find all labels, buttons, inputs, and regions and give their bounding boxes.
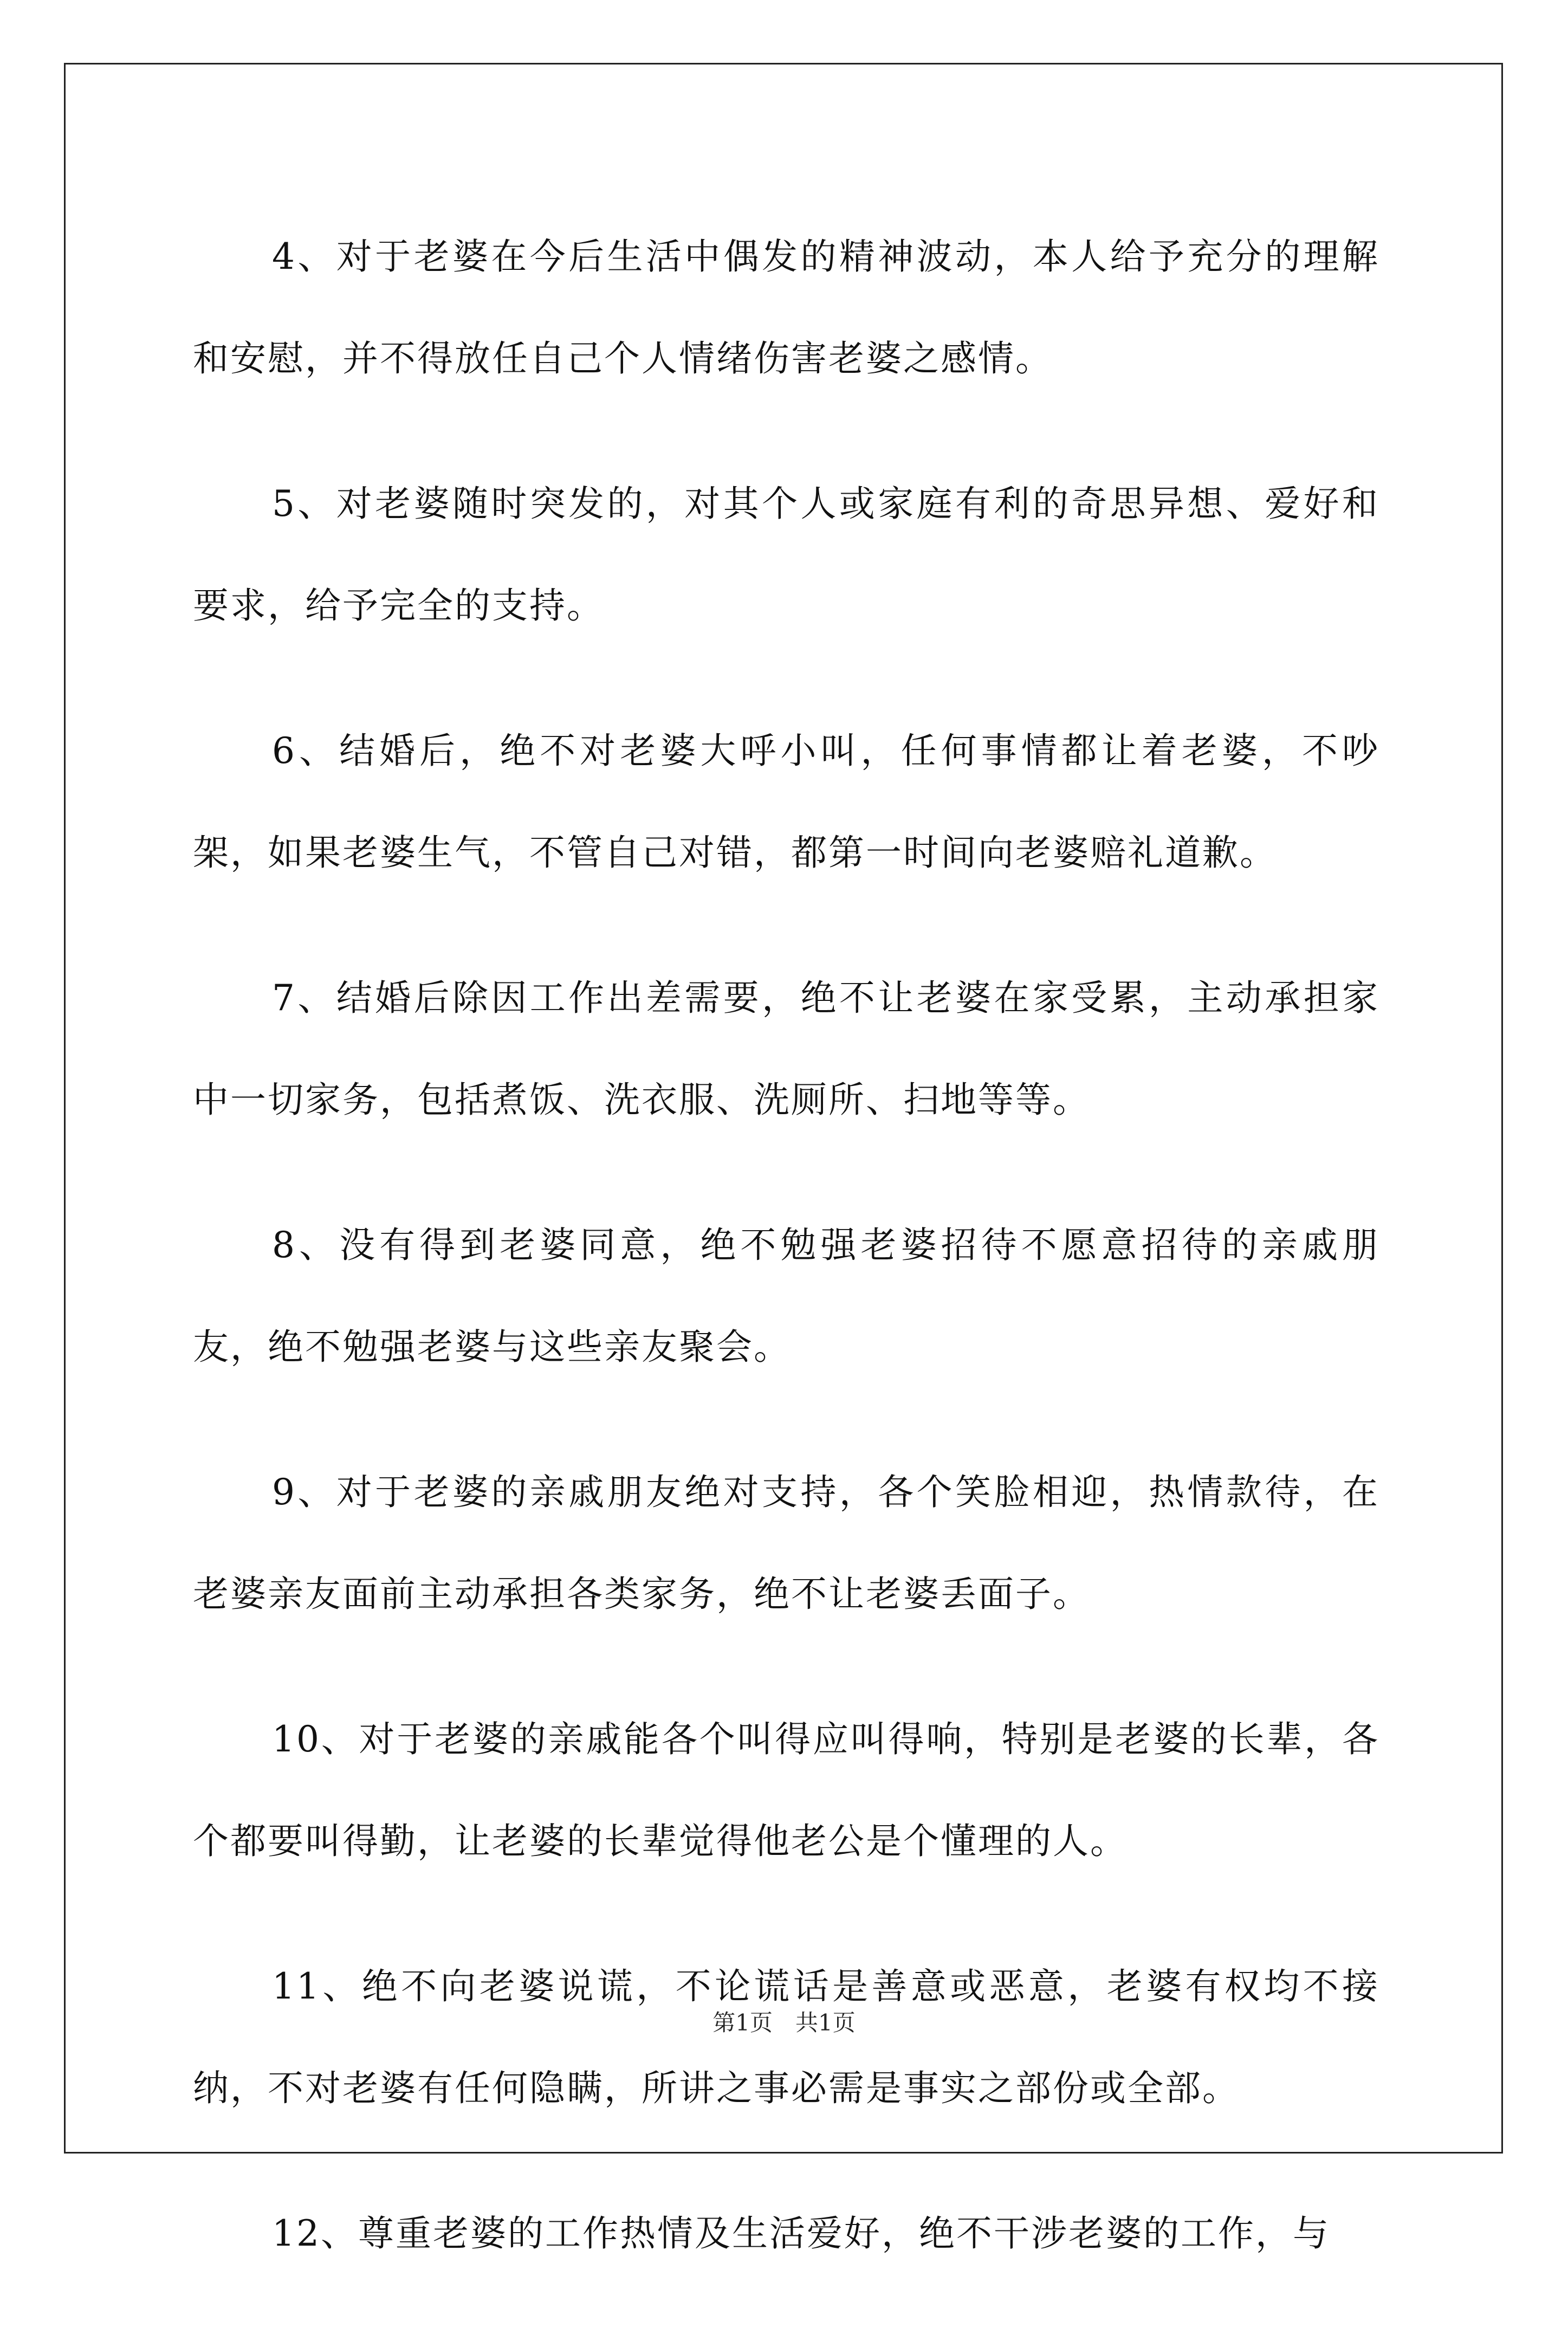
paragraph-6: 6、结婚后，绝不对老婆大呼小叫，任何事情都让着老婆，不吵架，如果老婆生气，不管自己对错，都第一时间向老婆赔礼道歉。 <box>193 730 1379 874</box>
paragraph-9: 9、对于老婆的亲戚朋友绝对支持，各个笑脸相迎，热情款待，在老婆亲友面前主动承担各类家务，绝不让老婆丢面子。 <box>193 1471 1379 1615</box>
paragraph-10: 10、对于老婆的亲戚能各个叫得应叫得响，特别是老婆的长辈，各个都要叫得勤，让老婆的长辈觉得他老公是个懂理的人。 <box>193 1718 1379 1862</box>
paragraph-11: 11、绝不向老婆说谎，不论谎话是善意或恶意，老婆有权均不接纳，不对老婆有任何隐瞒，所讲之事必需是事实之部份或全部。 <box>193 1965 1379 2109</box>
page-number-footer: 第1页 共1页 <box>712 2009 856 2036</box>
paragraph-7: 7、结婚后除因工作出差需要，绝不让老婆在家受累，主动承担家中一切家务，包括煮饭、洗衣服、洗厕所、扫地等等。 <box>193 977 1379 1121</box>
paragraph-12: 12、尊重老婆的工作热情及生活爱好，绝不干涉老婆的工作，与 <box>272 2213 1330 2254</box>
paragraph-4: 4、对于老婆在今后生活中偶发的精神波动，本人给予充分的理解和安慰，并不得放任自己个人情绪伤害老婆之感情。 <box>193 236 1379 379</box>
paragraph-8: 8、没有得到老婆同意，绝不勉强老婆招待不愿意招待的亲戚朋友，绝不勉强老婆与这些亲友聚会。 <box>193 1224 1379 1368</box>
paragraph-5: 5、对老婆随时突发的，对其个人或家庭有利的奇思异想、爱好和要求，给予完全的支持。 <box>193 483 1379 626</box>
